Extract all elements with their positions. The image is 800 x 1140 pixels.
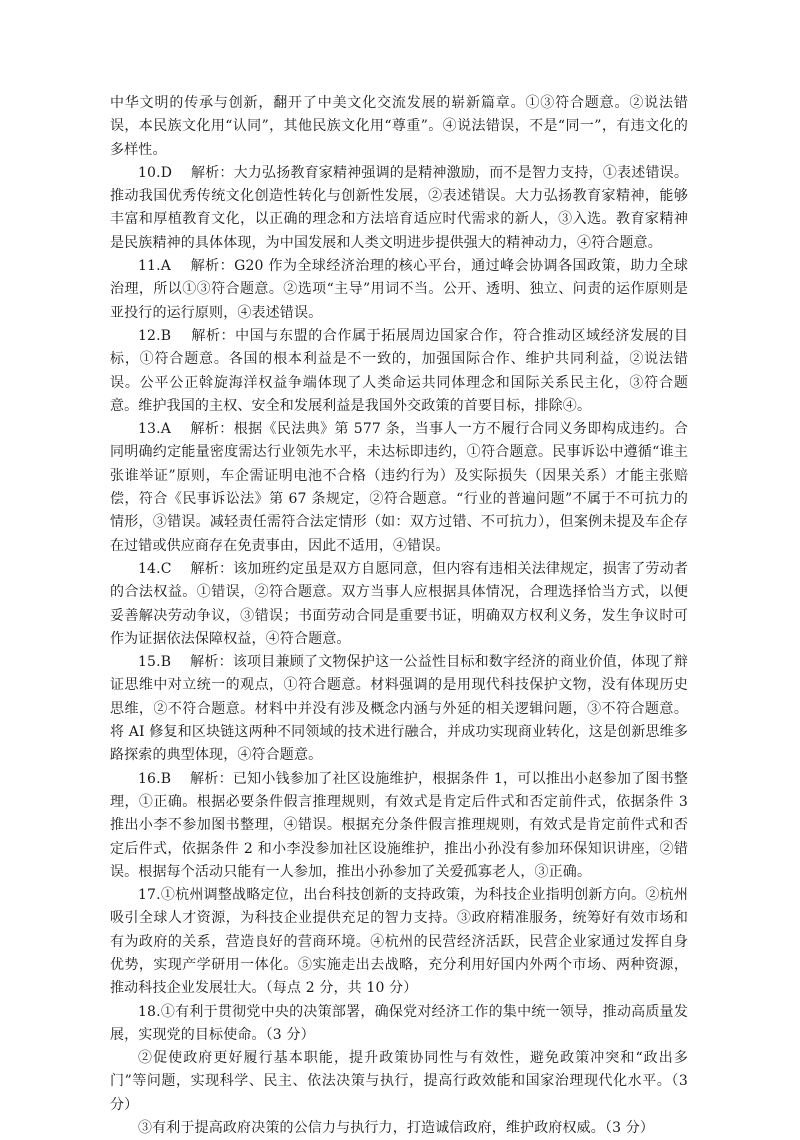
answer-16-explanation: 16.B 解析：已知小钱参加了社区设施维护，根据条件 1，可以推出小赵参加了图书整理，①正确。根据必要条件假言推理规则，有效式是肯定后件式和否定前件式，依据条件 3 推出小李不参加图书整理，④错误。根据充分条件假言推理规则，有效式是肯定前件式和否定后件式，依据条件 2 和小李没参加社区设施维护，推出小孙没有参加环保知识讲座，②错误。根据每个活动只能有一人参加，推出小孙参加了关爱孤寡老人，③正确。 bbox=[110, 770, 688, 880]
answer-14-explanation: 14.C 解析：该加班约定虽是双方自愿同意，但内容有违相关法律规定，损害了劳动者的合法权益。①错误，②符合题意。双方当事人应根据具体情况，合理选择恰当方式，以便妥善解决劳动争议，③错误；书面劳动合同是重要书证，明确双方权利义务，发生争议时可作为证据依法保障权益，④符合题意。 bbox=[110, 560, 688, 647]
paragraph-continued: 中华文明的传承与创新，翻开了中美文化交流发展的崭新篇章。①③符合题意。②说法错误，本民族文化用“认同”，其他民族文化用“尊重”。④说法错误，不是“同一”，有违文化的多样性。 bbox=[110, 95, 688, 158]
answer-15-explanation: 15.B 解析：该项目兼顾了文物保护这一公益性目标和数字经济的商业价值，体现了辩证思维中对立统一的观点，①符合题意。材料强调的是用现代科技保护文物，没有体现历史思维，②不符合题意。材料中并没有涉及概念内涵与外延的相关逻辑问题，③不符合题意。将 AI 修复和区块链这两种不同领域的技术进行融合，并成功实现商业转化，这是创新思维多路探索的典型体现，④符合题意。 bbox=[110, 654, 688, 764]
answer-18-point-1: 18.①有利于贯彻党中央的决策部署，确保党对经济工作的集中统一领导，推动高质量发展，实现党的目标使命。（3 分） bbox=[110, 1003, 688, 1043]
answer-11-explanation: 11.A 解析：G20 作为全球经济治理的核心平台，通过峰会协调各国政策，助力全球治理，所以①③符合题意。②选项“主导”用词不当。公开、透明、独立、问责的运作原则是亚投行的运行原则，④表述错误。 bbox=[110, 258, 688, 321]
answer-13-explanation: 13.A 解析：根据《民法典》第 577 条，当事人一方不履行合同义务即构成违约。合同明确约定能量密度需达行业领先水平，未达标即违约，①符合题意。民事诉讼中遵循“谁主张谁举证”原则，车企需证明电池不合格（违约行为）及实际损失（因果关系）才能主张赔偿，符合《民事诉讼法》第 67 条规定，②符合题意。“行业的普遍问题”不属于不可抗力的情形，③错误。减轻责任需符合法定情形（如：双方过错、不可抗力），但案例未提及车企存在过错或供应商存在免责事由，因此不适用，④错误。 bbox=[110, 421, 688, 554]
answer-17-explanation: 17.①杭州调整战略定位，出台科技创新的支持政策，为科技企业指明创新方向。②杭州吸引全球人才资源，为科技企业提供充足的智力支持。③政府精准服务，统筹好有效市场和有为政府的关系，营造良好的营商环境。④杭州的民营经济活跃，民营企业家通过发挥自身优势，实现产学研用一体化。⑤实施走出去战略，充分利用好国内外两个市场、两种资源，推动科技企业发展壮大。（每点 2 分，共 10 分） bbox=[110, 887, 688, 997]
answer-12-explanation: 12.B 解析：中国与东盟的合作属于拓展周边国家合作，符合推动区域经济发展的目标，①符合题意。各国的根本利益是不一致的，加强国际合作、维护共同利益，②说法错误。公平公正斡旋海洋权益争端体现了人类命运共同体理念和国际关系民主化，③符合题意。维护我国的主权、安全和发展利益是我国外交政策的首要目标，排除④。 bbox=[110, 327, 688, 414]
answer-18-point-2: ②促使政府更好履行基本职能，提升政策协同性与有效性，避免政策冲突和“政出多门”等问题，实现科学、民主、依法决策与执行，提高行政效能和国家治理现代化水平。（3 分） bbox=[110, 1050, 688, 1113]
answer-10-explanation: 10.D 解析：大力弘扬教育家精神强调的是精神激励，而不是智力支持，①表述错误。推动我国优秀传统文化创造性转化与创新性发展，②表述错误。大力弘扬教育家精神，能够丰富和厚植教育文化，以正确的理念和方法培育适应时代需求的新人，③入选。教育家精神是民族精神的具体体现，为中国发展和人类文明进步提供强大的精神动力，④符合题意。 bbox=[110, 164, 688, 251]
answer-18-point-3: ③有利于提高政府决策的公信力与执行力，打造诚信政府，维护政府权威。（3 分） bbox=[138, 1120, 655, 1137]
